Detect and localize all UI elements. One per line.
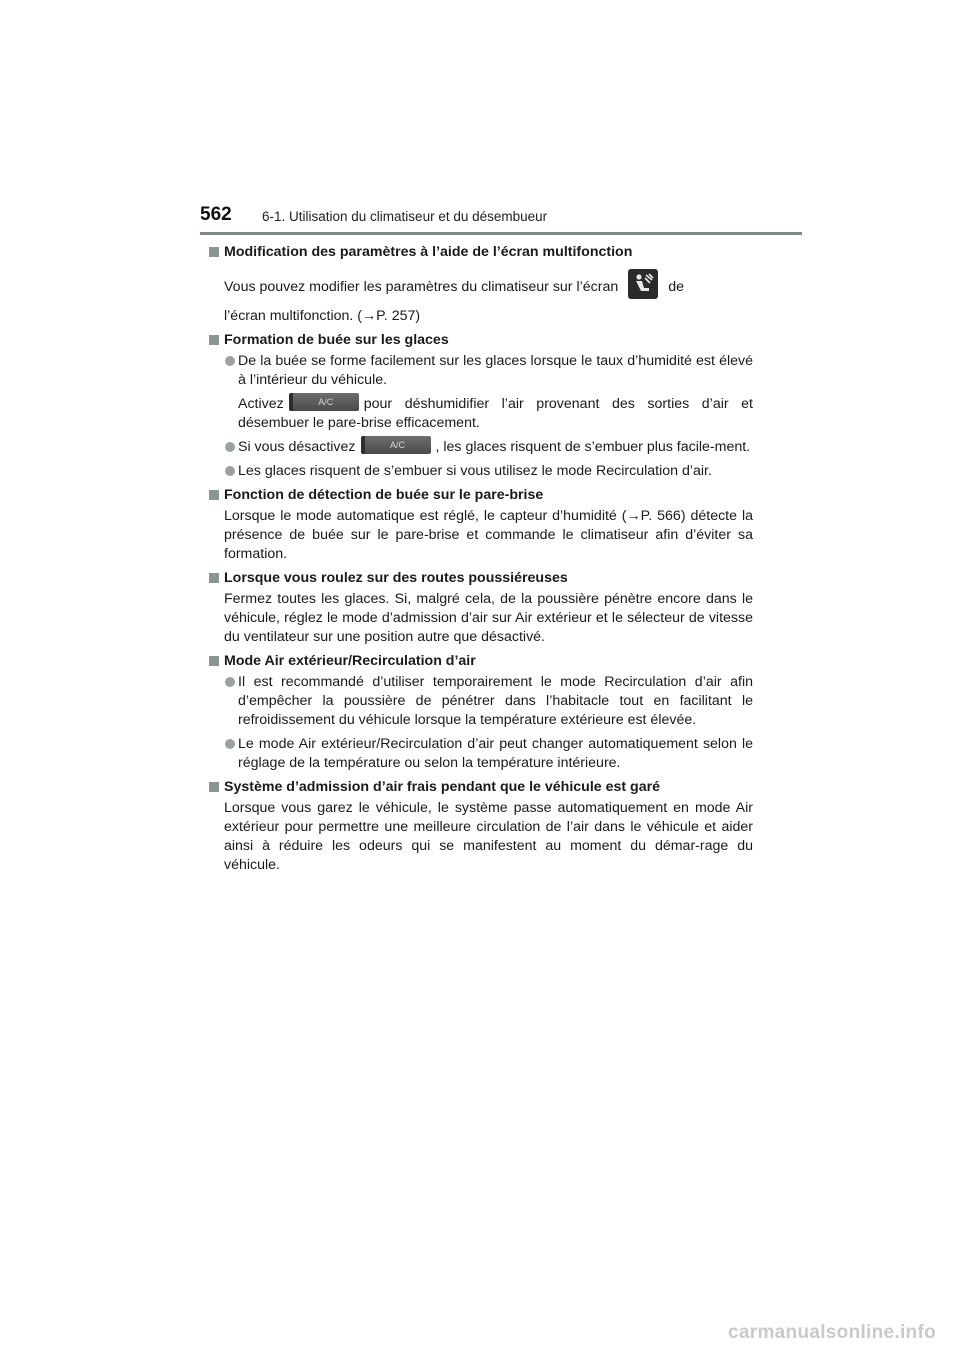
round-bullet-icon [225, 356, 235, 366]
paragraph-text: l’écran multifonction. (→P. 257) [224, 308, 421, 324]
square-bullet-icon [209, 490, 219, 500]
section-detection [208, 486, 753, 564]
climate-icon [628, 269, 658, 299]
bullet-text: Les glaces risquent de s’embuer si vous utilisez le mode Recirculation d’air. [238, 463, 712, 479]
square-bullet-icon [209, 335, 219, 345]
square-bullet-icon [209, 782, 219, 792]
bullet-text: De la buée se forme facilement sur les glaces lorsque le taux d’humidité est élevé à l’intérieur du véhicule. [238, 353, 753, 388]
square-bullet-icon [209, 247, 219, 257]
section-title: Système d’admission d’air frais pendant que le véhicule est garé [224, 779, 661, 795]
section-mode-air [208, 652, 753, 773]
paragraph-text: Fermez toutes les glaces. Si, malgré cela, de la poussière pénètre encore dans le véhicule, réglez le mode d’admission d’air sur Air extérieur et le sélecteur de vitesse du ventilateur sur une position autre que désactivé. [224, 591, 753, 645]
bullet-text: Il est recommandé d’utiliser temporairement le mode Recirculation d’air afin d’empêcher la poussière de pénétrer dans l’habitacle tout en facilitant le refroidissement du véhicule lorsque la température extérieure est élevée. [238, 674, 753, 728]
section-buee [208, 331, 753, 481]
section-title: Formation de buée sur les glaces [224, 332, 449, 348]
ac-button-icon: A/C [361, 436, 431, 454]
section-title: Lorsque vous roulez sur des routes poussiéreuses [224, 570, 568, 586]
paragraph-text: Lorsque vous garez le véhicule, le système passe automatiquement en mode Air extérieur pour permettre une meilleure circulation de l’air dans le véhicule et aider ainsi à réduire les odeurs qui se manifestent au moment du démar-rage du véhicule. [224, 800, 753, 873]
section-title: Mode Air extérieur/Recirculation d’air [224, 653, 476, 669]
bullet-text: pour déshumidifier l’air provenant des sorties d’air et désembuer le pare-brise efficacement. [238, 396, 753, 431]
paragraph-text: Vous pouvez modifier les paramètres du climatiseur sur l’écran [224, 278, 619, 295]
square-bullet-icon [209, 656, 219, 666]
page-content [208, 243, 753, 880]
watermark: carmanualsonline.info [728, 1322, 936, 1343]
page-number: 562 [200, 204, 232, 225]
chapter-title: 6-1. Utilisation du climatiseur et du désembueur [262, 209, 548, 224]
ac-button-icon: A/C [289, 393, 359, 411]
bullet-text: , les glaces risquent de s’embuer plus facile-ment. [435, 439, 751, 455]
paragraph-text: Lorsque le mode automatique est réglé, le capteur d’humidité (→P. 566) détecte la présence de buée sur le pare-brise et commande le climatiseur afin d’éviter sa formation. [224, 508, 753, 562]
header-rule [200, 232, 802, 235]
round-bullet-icon [225, 677, 235, 687]
section-stationnement [208, 778, 753, 875]
square-bullet-icon [209, 573, 219, 583]
round-bullet-icon [225, 466, 235, 476]
bullet-text: Le mode Air extérieur/Recirculation d’air peut changer automatiquement selon le réglage de la température ou selon la température intérieure. [238, 736, 753, 771]
round-bullet-icon [225, 739, 235, 749]
section-poussiere [208, 569, 753, 647]
section-title: Fonction de détection de buée sur le pare-brise [224, 487, 544, 503]
round-bullet-icon [225, 442, 235, 452]
bullet-text: Si vous désactivez [238, 439, 356, 455]
paragraph-text: de [668, 278, 685, 295]
bullet-text: Activez [238, 396, 284, 412]
section-multifonction [208, 243, 753, 326]
section-title: Modification des paramètres à l’aide de l’écran multifonction [224, 244, 633, 260]
